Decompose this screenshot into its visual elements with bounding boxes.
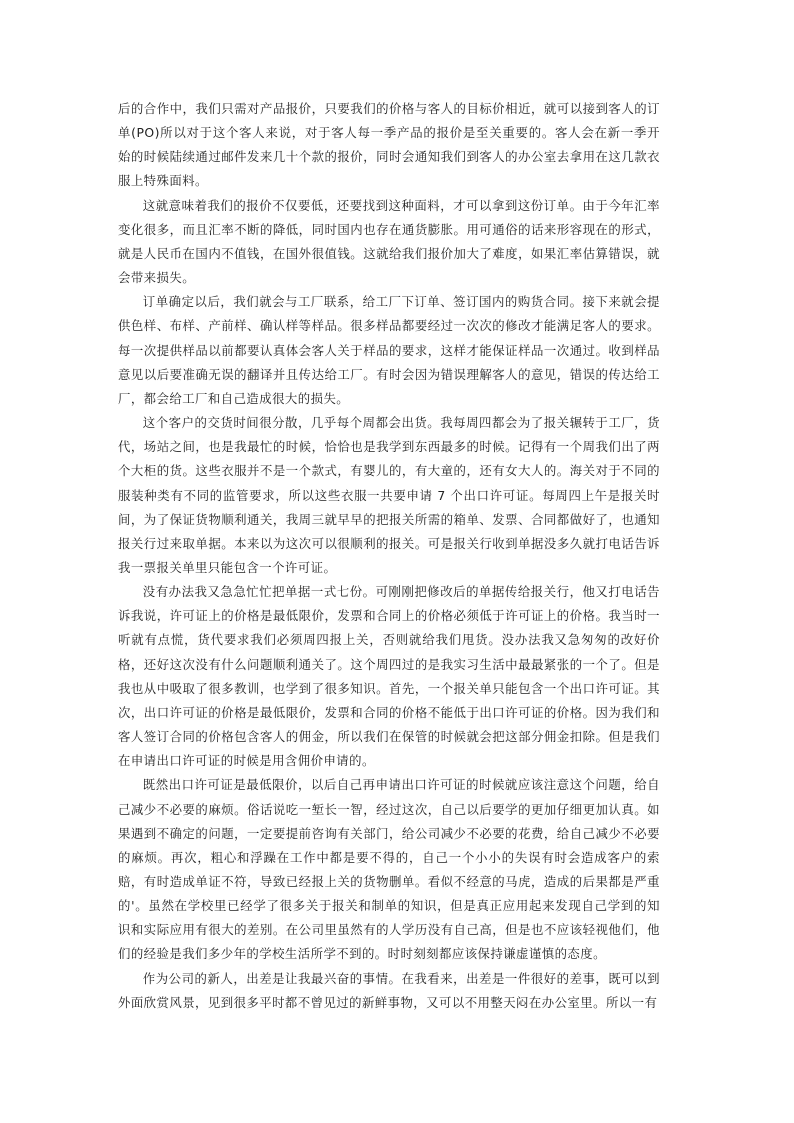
document-body — [118, 97, 660, 1015]
paragraph-7: 作为公司的新人，出差是让我最兴奋的事情。在我看来，出差是一件很好的差事，既可以到外面欣赏风景，见到很多平时都不曾见过的新鲜事物，又可以不用整天闷在办公室里。所以一有 — [118, 970, 660, 1010]
paragraph-1: 后的合作中，我们只需对产品报价，只要我们的价格与客人的目标价相近，就可以接到客人的订单(PO)所以对于这个客人来说，对于客人每一季产品的报价是至关重要的。客人会在新一季开始的时候陆续通过邮件发来几十个款的报价，同时会通知我们到客人的办公室去拿用在这几款衣服上特殊面料。 — [118, 101, 660, 189]
paragraph-3: 订单确定以后，我们就会与工厂联系，给工厂下订单、签订国内的购货合同。接下来就会提供色样、布样、产前样、确认样等样品。很多样品都要经过一次次的修改才能满足客人的要求。每一次提供样品以前都要认真体会客人关于样品的要求，这样才能保证样品一次通过。收到样品意见以后要准确无误的翻译并且传达给工厂。有时会因为错误理解客人的意见，错误的传达给工厂，都会给工厂和自己造成很大的损失。 — [118, 294, 660, 406]
paragraph-4: 这个客户的交货时间很分散，几乎每个周都会出货。我每周四都会为了报关辗转于工厂，货代，场站之间，也是我最忙的时候，恰恰也是我学到东西最多的时候。记得有一个周我们出了两个大柜的货。这些衣服并不是一个款式，有婴儿的，有大童的，还有女大人的。海关对于不同的服装种类有不同的监管要求，所以这些衣服一共要申请 7 个出口许可证。每周四上午是报关时间，为了保证货物顺利通关，我周三就早早的把报关所需的箱单、发票、合同都做好了，也通知报关行过来取单据。本来以为这次可以很顺利的报关。可是报关行收到单据没多久就打电话告诉我一票报关单里只能包含一个许可证。 — [118, 415, 660, 575]
paragraph-6: 既然出口许可证是最低限价，以后自己再申请出口许可证的时候就应该注意这个问题，给自己减少不必要的麻烦。俗话说吃一堑长一智，经过这次，自己以后要学的更加仔细更加认真。如果遇到不确定的问题，一定要提前咨询有关部门，给公司减少不必要的花费，给自己减少不必要的麻烦。再次，粗心和浮躁在工作中都是要不得的，自己一个小小的失误有时会造成客户的索赔，有时造成单证不符，导致已经报上关的货物删单。看似不经意的马虎，造成的后果都是严重的'。虽然在学校里已经学了很多关于报关和制单的知识，但是真正应用起来发现自己学到的知识和实际应用有很大的差别。在公司里虽然有的人学历没有自己高，但是也不应该轻视他们，他们的经验是我们多少年的学校生活所学不到的。时时刻刻都应该保持谦虚谨慎的态度。 — [118, 777, 660, 962]
paragraph-5: 没有办法我又急急忙忙把单据一式七份。可刚刚把修改后的单据传给报关行，他又打电话告诉我说，许可证上的价格是最低限价，发票和合同上的价格必须低于许可证上的价格。我当时一听就有点慌，货代要求我们必须周四报上关，否则就给我们甩货。没办法我又急匆匆的改好价格，还好这次没有什么问题顺利通关了。这个周四过的是我实习生活中最最紧张的一个了。但是我也从中吸取了很多教训，也学到了很多知识。首先，一个报关单只能包含一个出口许可证。其次，出口许可证的价格是最低限价，发票和合同的价格不能低于出口许可证的价格。因为我们和客人签订合同的价格包含客人的佣金，所以我们在保管的时候就会把这部分佣金扣除。但是我们在申请出口许可证的时候是用含佣价申请的。 — [118, 584, 660, 769]
paragraph-2: 这就意味着我们的报价不仅要低，还要找到这种面料，才可以拿到这份订单。由于今年汇率变化很多，而且汇率不断的降低，同时国内也存在通货膨胀。用可通俗的话来形容现在的形式，就是人民币在国内不值钱，在国外很值钱。这就给我们报价加大了难度，如果汇率估算错误，就会带来损失。 — [118, 197, 660, 286]
